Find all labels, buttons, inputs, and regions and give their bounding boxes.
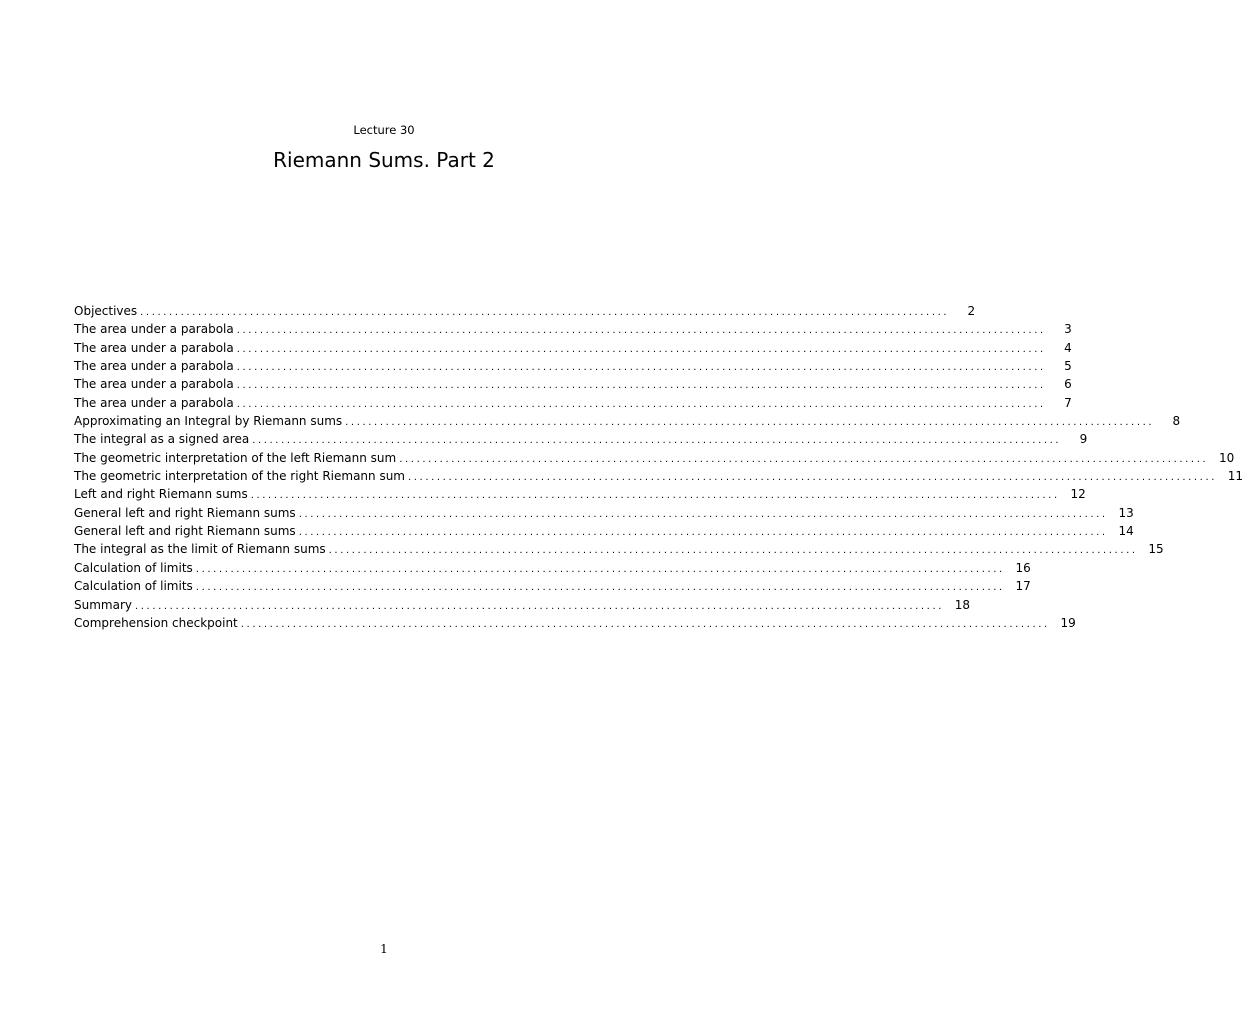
toc-entry[interactable] xyxy=(74,450,1235,468)
toc-entry-page: 9 xyxy=(1079,432,1088,447)
toc-entry-title: The area under a parabola xyxy=(74,395,234,410)
toc-entry[interactable] xyxy=(74,578,1031,596)
toc-entry-page: 10 xyxy=(1218,450,1235,465)
toc-entry-page: 19 xyxy=(1060,615,1076,630)
toc-entry[interactable] xyxy=(74,615,1076,633)
toc-dot-leader: ............................................................................................................................................ xyxy=(399,453,1209,465)
toc-dot-leader: ............................................................................................................................................ xyxy=(135,600,945,612)
toc-dot-leader: ............................................................................................................................................ xyxy=(236,362,1046,374)
toc-entry[interactable] xyxy=(74,321,1072,339)
toc-entry-page: 4 xyxy=(1064,340,1072,355)
toc-entry-page: 11 xyxy=(1227,469,1243,484)
toc-dot-leader: ............................................................................................................................................ xyxy=(328,545,1138,557)
toc-entry-title: The area under a parabola xyxy=(74,340,234,355)
toc-entry-title: The area under a parabola xyxy=(74,377,234,392)
toc-dot-leader: ............................................................................................................................................ xyxy=(195,582,1005,594)
toc-dot-leader: ............................................................................................................................................ xyxy=(408,472,1218,484)
toc-entry[interactable] xyxy=(74,303,976,321)
toc-entry-title: The area under a parabola xyxy=(74,322,234,337)
toc-entry-title: The geometric interpretation of the left Riemann sum xyxy=(74,450,397,465)
toc-entry[interactable] xyxy=(74,468,1243,486)
toc-entry-page: 16 xyxy=(1015,560,1031,575)
table-of-contents xyxy=(74,303,1243,633)
toc-dot-leader: ............................................................................................................................................ xyxy=(236,380,1046,392)
toc-entry[interactable] xyxy=(74,597,971,615)
toc-entry-page: 18 xyxy=(954,597,971,612)
toc-dot-leader: ............................................................................................................................................ xyxy=(140,307,950,318)
toc-entry-title: Objectives xyxy=(74,304,138,318)
toc-entry[interactable] xyxy=(74,541,1164,559)
toc-dot-leader: ............................................................................................................................................ xyxy=(236,398,1046,410)
toc-entry[interactable] xyxy=(74,523,1134,541)
toc-entry-title: The area under a parabola xyxy=(74,359,234,374)
toc-entry-title: Comprehension checkpoint xyxy=(74,615,238,630)
toc-dot-leader: ............................................................................................................................................ xyxy=(195,563,1005,575)
toc-dot-leader: ............................................................................................................................................ xyxy=(240,618,1050,630)
toc-entry-title: Left and right Riemann sums xyxy=(74,487,248,502)
toc-entry-page: 6 xyxy=(1064,377,1072,392)
toc-entry-page: 13 xyxy=(1118,505,1134,520)
toc-entry-page: 12 xyxy=(1070,487,1086,502)
toc-entry-title: Approximating an Integral by Riemann sums xyxy=(74,414,343,429)
toc-entry-page: 5 xyxy=(1064,359,1072,374)
toc-entry-page: 14 xyxy=(1118,524,1134,539)
toc-entry[interactable] xyxy=(74,395,1072,413)
lecture-label: Lecture 30 xyxy=(353,123,415,137)
toc-dot-leader: ............................................................................................................................................ xyxy=(298,527,1108,539)
toc-entry-page: 8 xyxy=(1172,414,1181,429)
toc-entry[interactable] xyxy=(74,560,1031,578)
page-number: 1 xyxy=(380,942,388,956)
toc-entry-title: General left and right Riemann sums xyxy=(74,505,296,520)
toc-entry[interactable] xyxy=(74,431,1088,449)
toc-entry[interactable] xyxy=(74,358,1072,376)
toc-entry-title: The integral as the limit of Riemann sums xyxy=(74,542,326,557)
toc-dot-leader: ............................................................................................................................................ xyxy=(236,325,1046,337)
toc-entry-title: Calculation of limits xyxy=(74,560,193,575)
toc-dot-leader: ............................................................................................................................................ xyxy=(345,417,1155,429)
toc-entry[interactable] xyxy=(74,376,1072,394)
toc-entry-page: 15 xyxy=(1148,542,1164,557)
toc-dot-leader: ............................................................................................................................................ xyxy=(298,508,1108,520)
toc-entry-page: 2 xyxy=(967,304,976,318)
toc-entry-title: Calculation of limits xyxy=(74,579,193,594)
toc-entry[interactable] xyxy=(74,340,1072,358)
toc-entry-page: 7 xyxy=(1064,395,1072,410)
toc-entry-title: General left and right Riemann sums xyxy=(74,524,296,539)
toc-entry-title: The geometric interpretation of the right Riemann sum xyxy=(74,469,405,484)
toc-entry[interactable] xyxy=(74,486,1086,504)
toc-dot-leader: ............................................................................................................................................ xyxy=(236,343,1046,355)
toc-entry-title: The integral as a signed area xyxy=(74,432,250,447)
toc-entry[interactable] xyxy=(74,413,1181,431)
toc-dot-leader: ............................................................................................................................................ xyxy=(252,435,1062,447)
toc-dot-leader: ............................................................................................................................................ xyxy=(250,490,1060,502)
toc-entry-page: 17 xyxy=(1015,579,1031,594)
toc-entry[interactable] xyxy=(74,505,1134,523)
document-title: Riemann Sums. Part 2 xyxy=(273,148,495,172)
toc-entry-title: Summary xyxy=(74,597,132,612)
toc-entry-page: 3 xyxy=(1064,322,1072,337)
